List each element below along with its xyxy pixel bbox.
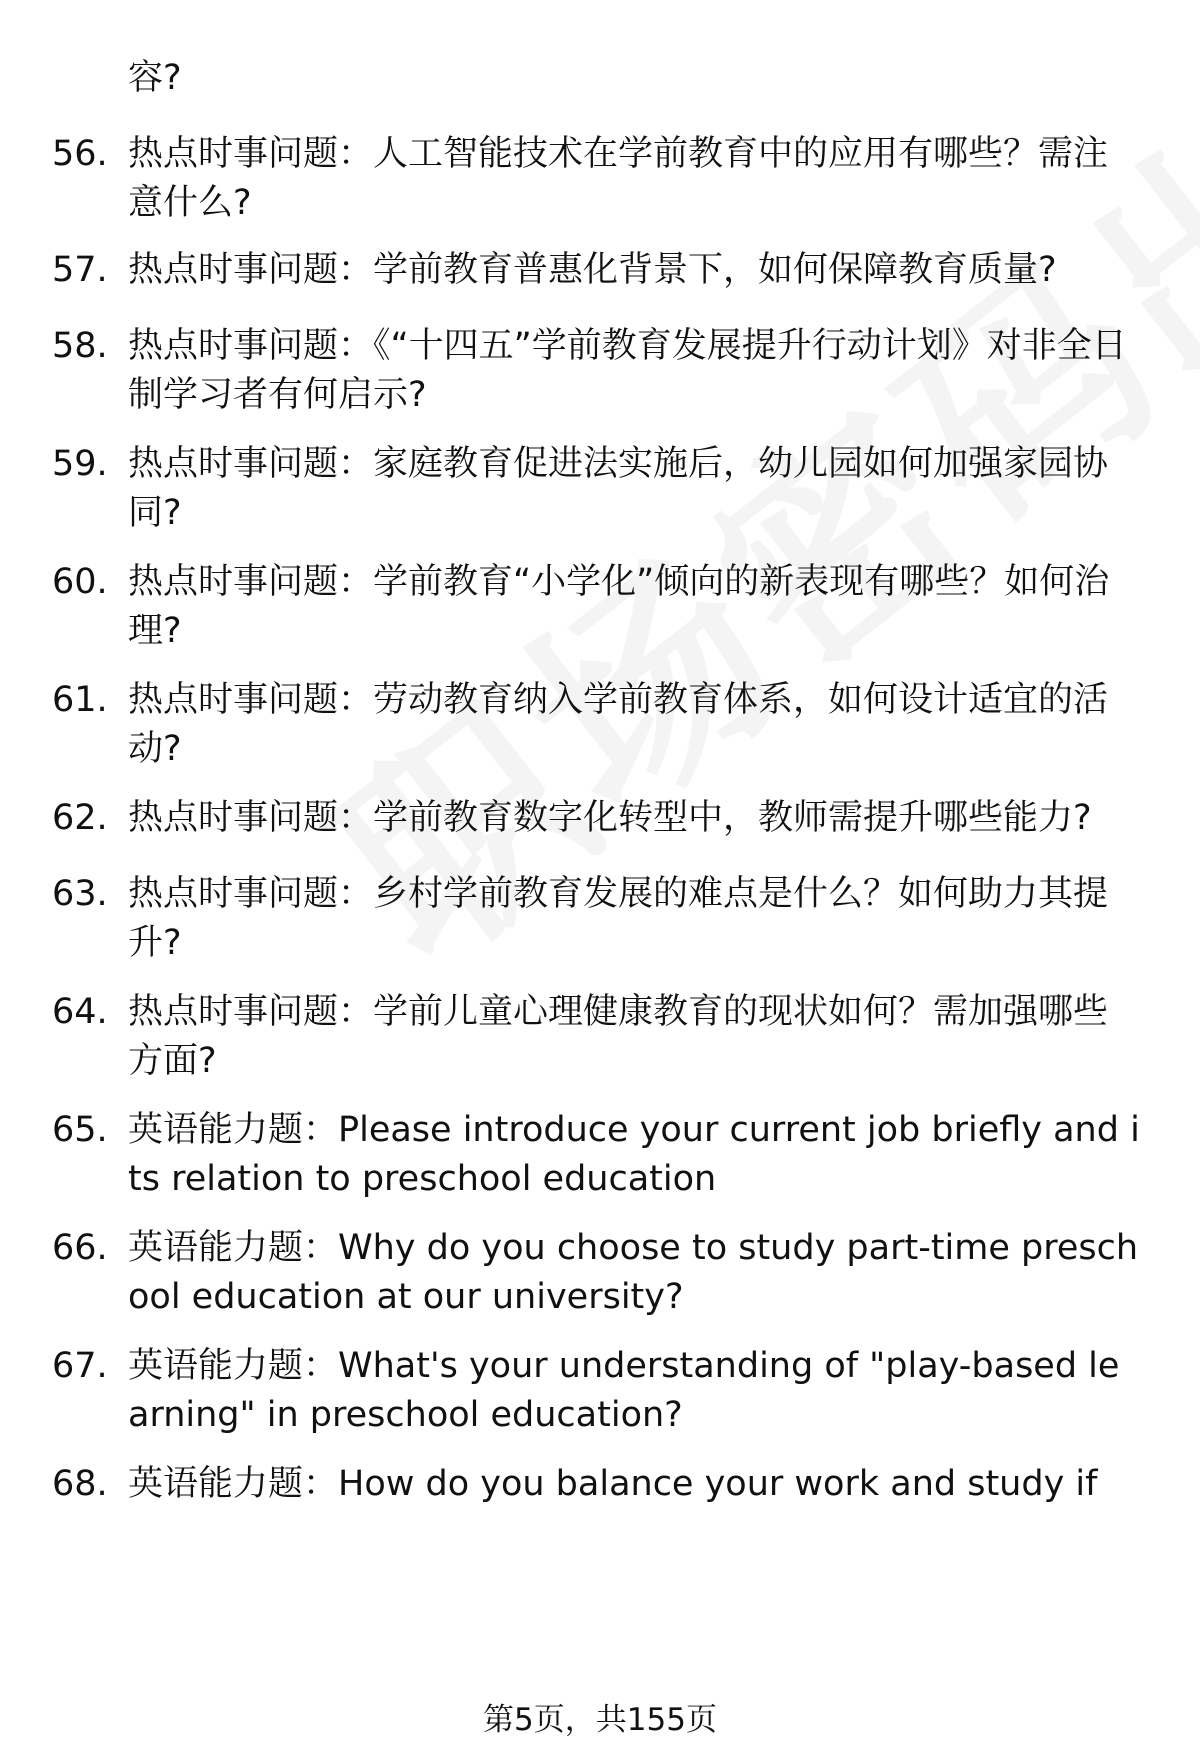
item-text: 热点时事问题：学前教育数字化转型中，教师需提升哪些能力? (128, 798, 1092, 838)
item-number: 63. (52, 874, 108, 914)
item-text: 英语能力题：How do you balance your work and study if (128, 1464, 1098, 1504)
item-text: 热点时事问题：劳动教育纳入学前教育体系，如何设计适宜的活动? (128, 680, 1109, 769)
item-number: 61. (52, 680, 108, 720)
item-number: 64. (52, 992, 108, 1032)
page-number-footer: 第5页，共155页 (483, 1702, 717, 1738)
continuation-text: 容? (128, 58, 182, 98)
item-number: 60. (52, 562, 108, 602)
item-text: 英语能力题：Why do you choose to study part-time preschool education at our university? (128, 1228, 1139, 1317)
item-number: 57. (52, 250, 108, 290)
item-text: 热点时事问题：学前儿童心理健康教育的现状如何？需加强哪些方面? (128, 992, 1109, 1081)
item-text: 英语能力题：What's your understanding of "play-based learning" in preschool education? (128, 1346, 1120, 1435)
item-number: 62. (52, 798, 108, 838)
item-text: 热点时事问题：乡村学前教育发展的难点是什么？如何助力其提升? (128, 874, 1109, 963)
item-number: 56. (52, 134, 108, 174)
item-number: 67. (52, 1346, 108, 1386)
item-number: 59. (52, 444, 108, 484)
item-text: 热点时事问题：家庭教育促进法实施后，幼儿园如何加强家园协同? (128, 444, 1109, 533)
item-text: 热点时事问题：人工智能技术在学前教育中的应用有哪些？需注意什么? (128, 134, 1109, 223)
item-text: 热点时事问题：《“十四五”学前教育发展提升行动计划》对非全日制学习者有何启示? (128, 326, 1127, 415)
item-text: 英语能力题：Please introduce your current job briefly and its relation to preschool education (128, 1110, 1140, 1199)
item-number: 66. (52, 1228, 108, 1268)
item-text: 热点时事问题：学前教育普惠化背景下，如何保障教育质量? (128, 250, 1057, 290)
item-number: 58. (52, 326, 108, 366)
item-number: 68. (52, 1464, 108, 1504)
item-number: 65. (52, 1110, 108, 1150)
item-text: 热点时事问题：学前教育“小学化”倾向的新表现有哪些？如何治理? (128, 562, 1110, 651)
